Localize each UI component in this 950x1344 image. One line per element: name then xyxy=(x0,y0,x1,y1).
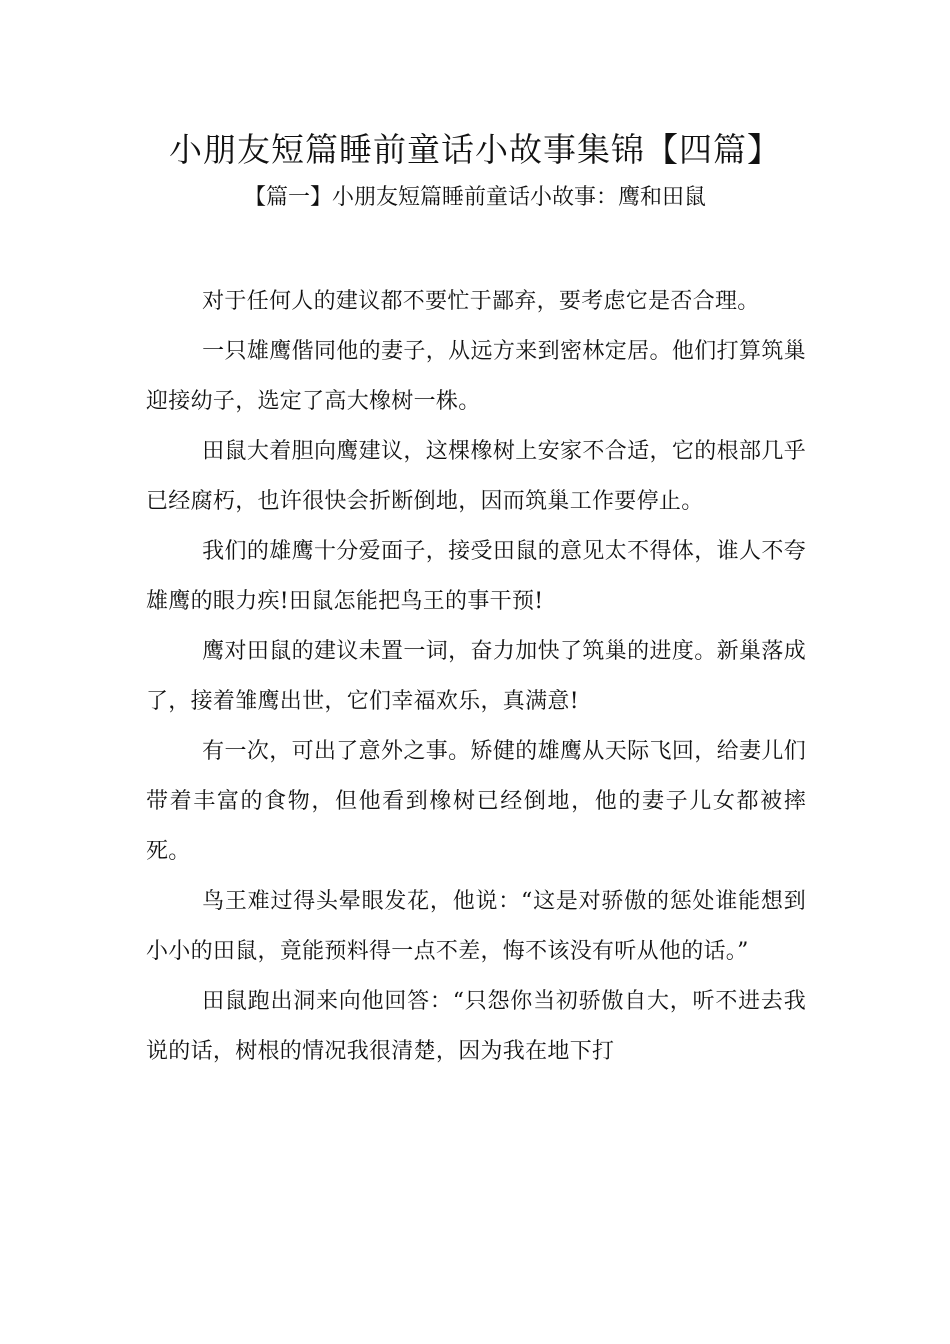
paragraph: 有一次，可出了意外之事。矫健的雄鹰从天际飞回，给妻儿们带着丰富的食物，但他看到橡树已经倒地，他的妻子儿女都被摔死。 xyxy=(146,739,806,864)
section-subtitle: 【篇一】小朋友短篇睡前童话小故事：鹰和田鼠 xyxy=(243,185,706,210)
paragraph: 鸟王难过得头晕眼发花，他说：“这是对骄傲的惩处谁能想到小小的田鼠，竟能预料得一点不差，悔不该没有听从他的话。” xyxy=(146,889,806,964)
paragraph: 一只雄鹰偕同他的妻子，从远方来到密林定居。他们打算筑巢迎接幼子，选定了高大橡树一株。 xyxy=(146,339,806,414)
paragraph: 对于任何人的建议都不要忙于鄙弃，要考虑它是否合理。 xyxy=(202,289,760,314)
story-body xyxy=(146,277,806,1077)
paragraph: 鹰对田鼠的建议未置一词，奋力加快了筑巢的进度。新巢落成了，接着雏鹰出世，它们幸福欢乐，真满意! xyxy=(146,639,806,714)
document-title: 小朋友短篇睡前童话小故事集锦【四篇】 xyxy=(169,130,781,169)
paragraph: 田鼠跑出洞来向他回答：“只怨你当初骄傲自大，听不进去我说的话，树根的情况我很清楚，因为我在地下打 xyxy=(146,989,806,1064)
paragraph: 田鼠大着胆向鹰建议，这棵橡树上安家不合适，它的根部几乎已经腐朽，也许很快会折断倒地，因而筑巢工作要停止。 xyxy=(146,439,806,514)
paragraph: 我们的雄鹰十分爱面子，接受田鼠的意见太不得体，谁人不夸雄鹰的眼力疾!田鼠怎能把鸟王的事干预! xyxy=(146,539,806,614)
